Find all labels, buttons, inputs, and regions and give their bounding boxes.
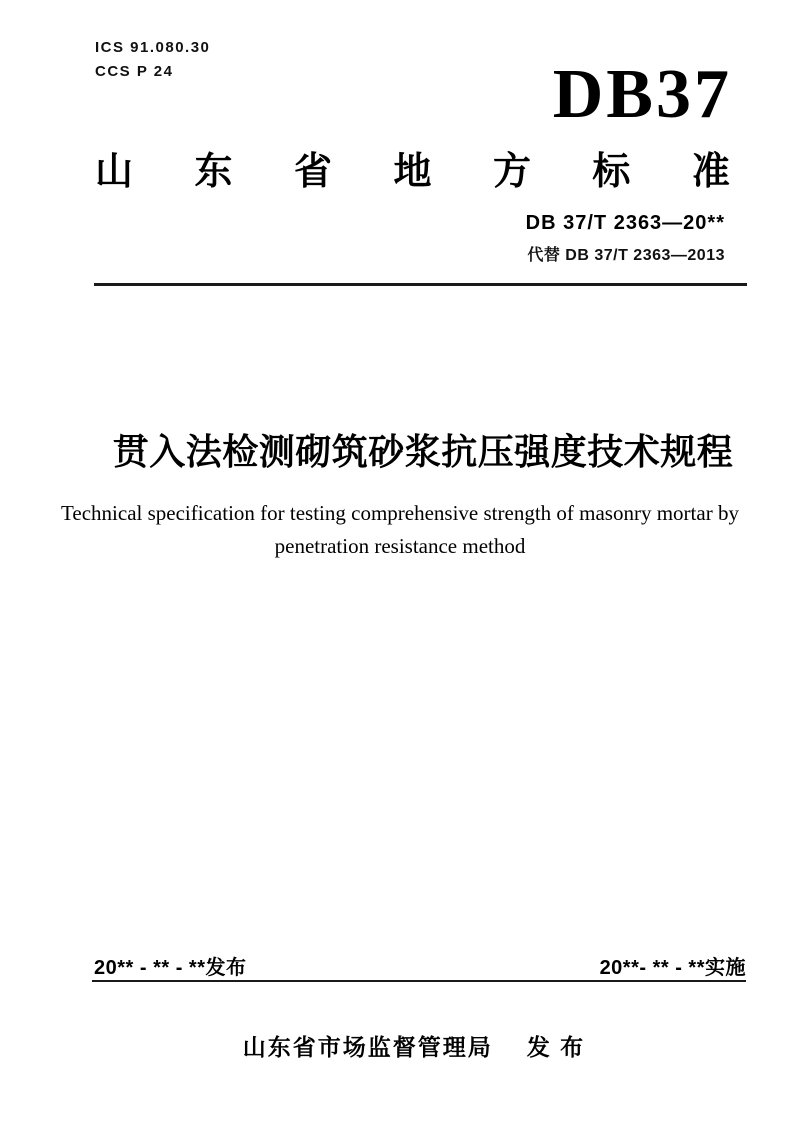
publisher-line <box>94 1029 734 1062</box>
standard-name-char: 东 <box>194 151 233 193</box>
title-english <box>57 497 743 563</box>
issue-date: 20** - ** - **发布 <box>94 957 247 979</box>
ccs-code: CCS P 24 <box>95 63 174 80</box>
standard-name-row <box>95 152 730 194</box>
ics-code: ICS 91.080.30 <box>95 39 211 56</box>
standard-name-char: 山 <box>95 151 134 193</box>
standard-number: DB 37/T 2363—20** <box>525 212 725 234</box>
title-english-line2: penetration resistance method <box>274 534 526 558</box>
classification-codes <box>95 36 210 84</box>
standard-name-char: 省 <box>293 151 332 193</box>
title-chinese: 贯入法检测砌筑砂浆抗压强度技术规程 <box>112 431 734 472</box>
implement-date: 20**- ** - **实施 <box>599 957 746 979</box>
publish-action: 发 布 <box>526 1034 586 1060</box>
standard-name-char: 准 <box>691 151 730 193</box>
title-english-line1: Technical specification for testing comprehensive strength of masonry mortar by <box>61 501 739 525</box>
footer-rule <box>92 980 746 982</box>
db37-logo: DB37 <box>552 56 732 133</box>
standard-name-char: 方 <box>492 151 531 193</box>
header-rule <box>94 283 747 286</box>
replaces-note: 代替 DB 37/T 2363—2013 <box>527 247 725 264</box>
publisher-name: 山东省市场监督管理局 <box>242 1034 493 1060</box>
dates-row <box>94 951 746 980</box>
standard-name-char: 地 <box>393 151 432 193</box>
standard-name-char: 标 <box>592 151 631 193</box>
